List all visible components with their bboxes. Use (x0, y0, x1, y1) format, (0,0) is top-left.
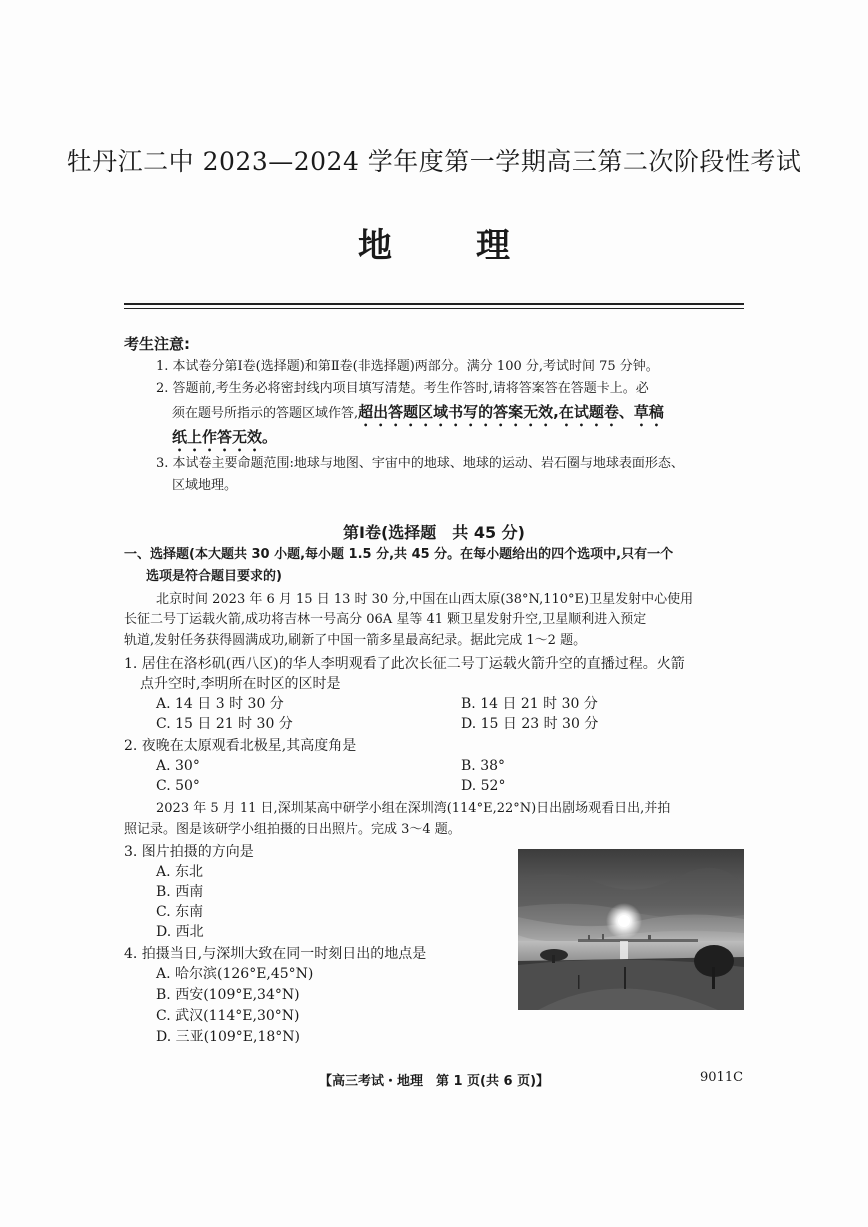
question-3-stem: 3. 图片拍摄的方向是 (124, 844, 254, 860)
paper-code: 9011C (700, 1070, 744, 1085)
question-1-stem-1: 1. 居住在洛杉矶(西八区)的华人李明观看了此次长征二号丁运载火箭升空的直播过程。火箭 (124, 656, 685, 672)
passage-1-line-2: 长征二号丁运载火箭,成功将吉林一号高分 06A 星等 41 颗卫星发射升空,卫星顺利进入预定 (124, 612, 647, 627)
question-1-option-b: B. 14 日 21 时 30 分 (461, 696, 598, 712)
question-2-stem: 2. 夜晚在太原观看北极星,其高度角是 (124, 738, 357, 754)
question-3-option-b: B. 西南 (156, 884, 204, 900)
divider-thin (124, 308, 744, 309)
section-instruction-1: 一、选择题(本大题共 30 小题,每小题 1.5 分,共 45 分。在每小题给出的四个选项中,只有一个 (124, 547, 674, 562)
question-1-option-c: C. 15 日 21 时 30 分 (156, 716, 293, 732)
question-2-option-d: D. 52° (461, 778, 506, 794)
subject-title (0, 218, 868, 267)
question-2-option-b: B. 38° (461, 758, 506, 774)
question-3-option-c: C. 东南 (156, 904, 204, 920)
notice-item-2-line-1: 2. 答题前,考生务必将密封线内项目填写清楚。考生作答时,请将答案答在答题卡上。必 (156, 381, 649, 396)
question-4-option-d: D. 三亚(109°E,18°N) (156, 1029, 301, 1045)
question-2-option-c: C. 50° (156, 778, 200, 794)
divider-thick (124, 303, 744, 305)
page-footer: 【高三考试・地理 第 1 页(共 6 页)】 (318, 1074, 550, 1089)
question-2-option-a: A. 30° (156, 758, 200, 774)
question-1-option-a: A. 14 日 3 时 30 分 (156, 696, 284, 712)
notice-item-2-plain: 须在题号所指示的答题区域作答, (172, 406, 359, 421)
sunrise-photo (518, 849, 744, 1010)
passage-2-line-2: 照记录。图是该研学小组拍摄的日出照片。完成 3～4 题。 (124, 822, 461, 837)
question-1-option-d: D. 15 日 23 时 30 分 (461, 716, 599, 732)
question-3-option-a: A. 东北 (156, 864, 204, 880)
exam-title: 牡丹江二中 2023—2024 学年度第一学期高三第二次阶段性考试 (66, 147, 802, 176)
question-4-stem: 4. 拍摄当日,与深圳大致在同一时刻日出的地点是 (124, 946, 427, 962)
passage-1-line-1: 北京时间 2023 年 6 月 15 日 13 时 30 分,中国在山西太原(38°N,110°E)卫星发射中心使用 (156, 592, 694, 607)
notice-heading: 考生注意: (124, 335, 190, 353)
question-4-option-c: C. 武汉(114°E,30°N) (156, 1008, 300, 1024)
question-4-option-b: B. 西安(109°E,34°N) (156, 987, 300, 1003)
notice-item-3-line-2: 区域地理。 (172, 478, 238, 493)
question-3-option-d: D. 西北 (156, 924, 204, 940)
notice-item-2-line-2 (172, 403, 664, 430)
section-instruction-2: 选项是符合题目要求的) (146, 569, 282, 584)
passage-1-line-3: 轨道,发射任务获得圆满成功,刷新了中国一箭多星最高纪录。据此完成 1～2 题。 (124, 633, 587, 648)
subject-char-2: 理 (476, 226, 510, 266)
notice-item-2-line-3: 纸上作答无效。 (172, 428, 278, 446)
notice-item-1: 1. 本试卷分第Ⅰ卷(选择题)和第Ⅱ卷(非选择题)两部分。满分 100 分,考试时间 75 分钟。 (156, 359, 659, 374)
notice-item-3-line-1: 3. 本试卷主要命题范围:地球与地图、宇宙中的地球、地球的运动、岩石圈与地球表面形态、 (156, 456, 684, 471)
question-4-option-a: A. 哈尔滨(126°E,45°N) (156, 966, 314, 982)
question-1-stem-2: 点升空时,李明所在时区的区时是 (140, 676, 341, 692)
section-title: 第Ⅰ卷(选择题 共 45 分) (343, 523, 525, 542)
subject-char-1: 地 (358, 226, 392, 266)
passage-2-line-1: 2023 年 5 月 11 日,深圳某高中研学小组在深圳湾(114°E,22°N)日出剧场观看日出,并拍 (156, 801, 671, 816)
notice-item-2-emphasis: 超出答题区域书写的答案无效,在试题卷、草稿 (358, 403, 664, 421)
